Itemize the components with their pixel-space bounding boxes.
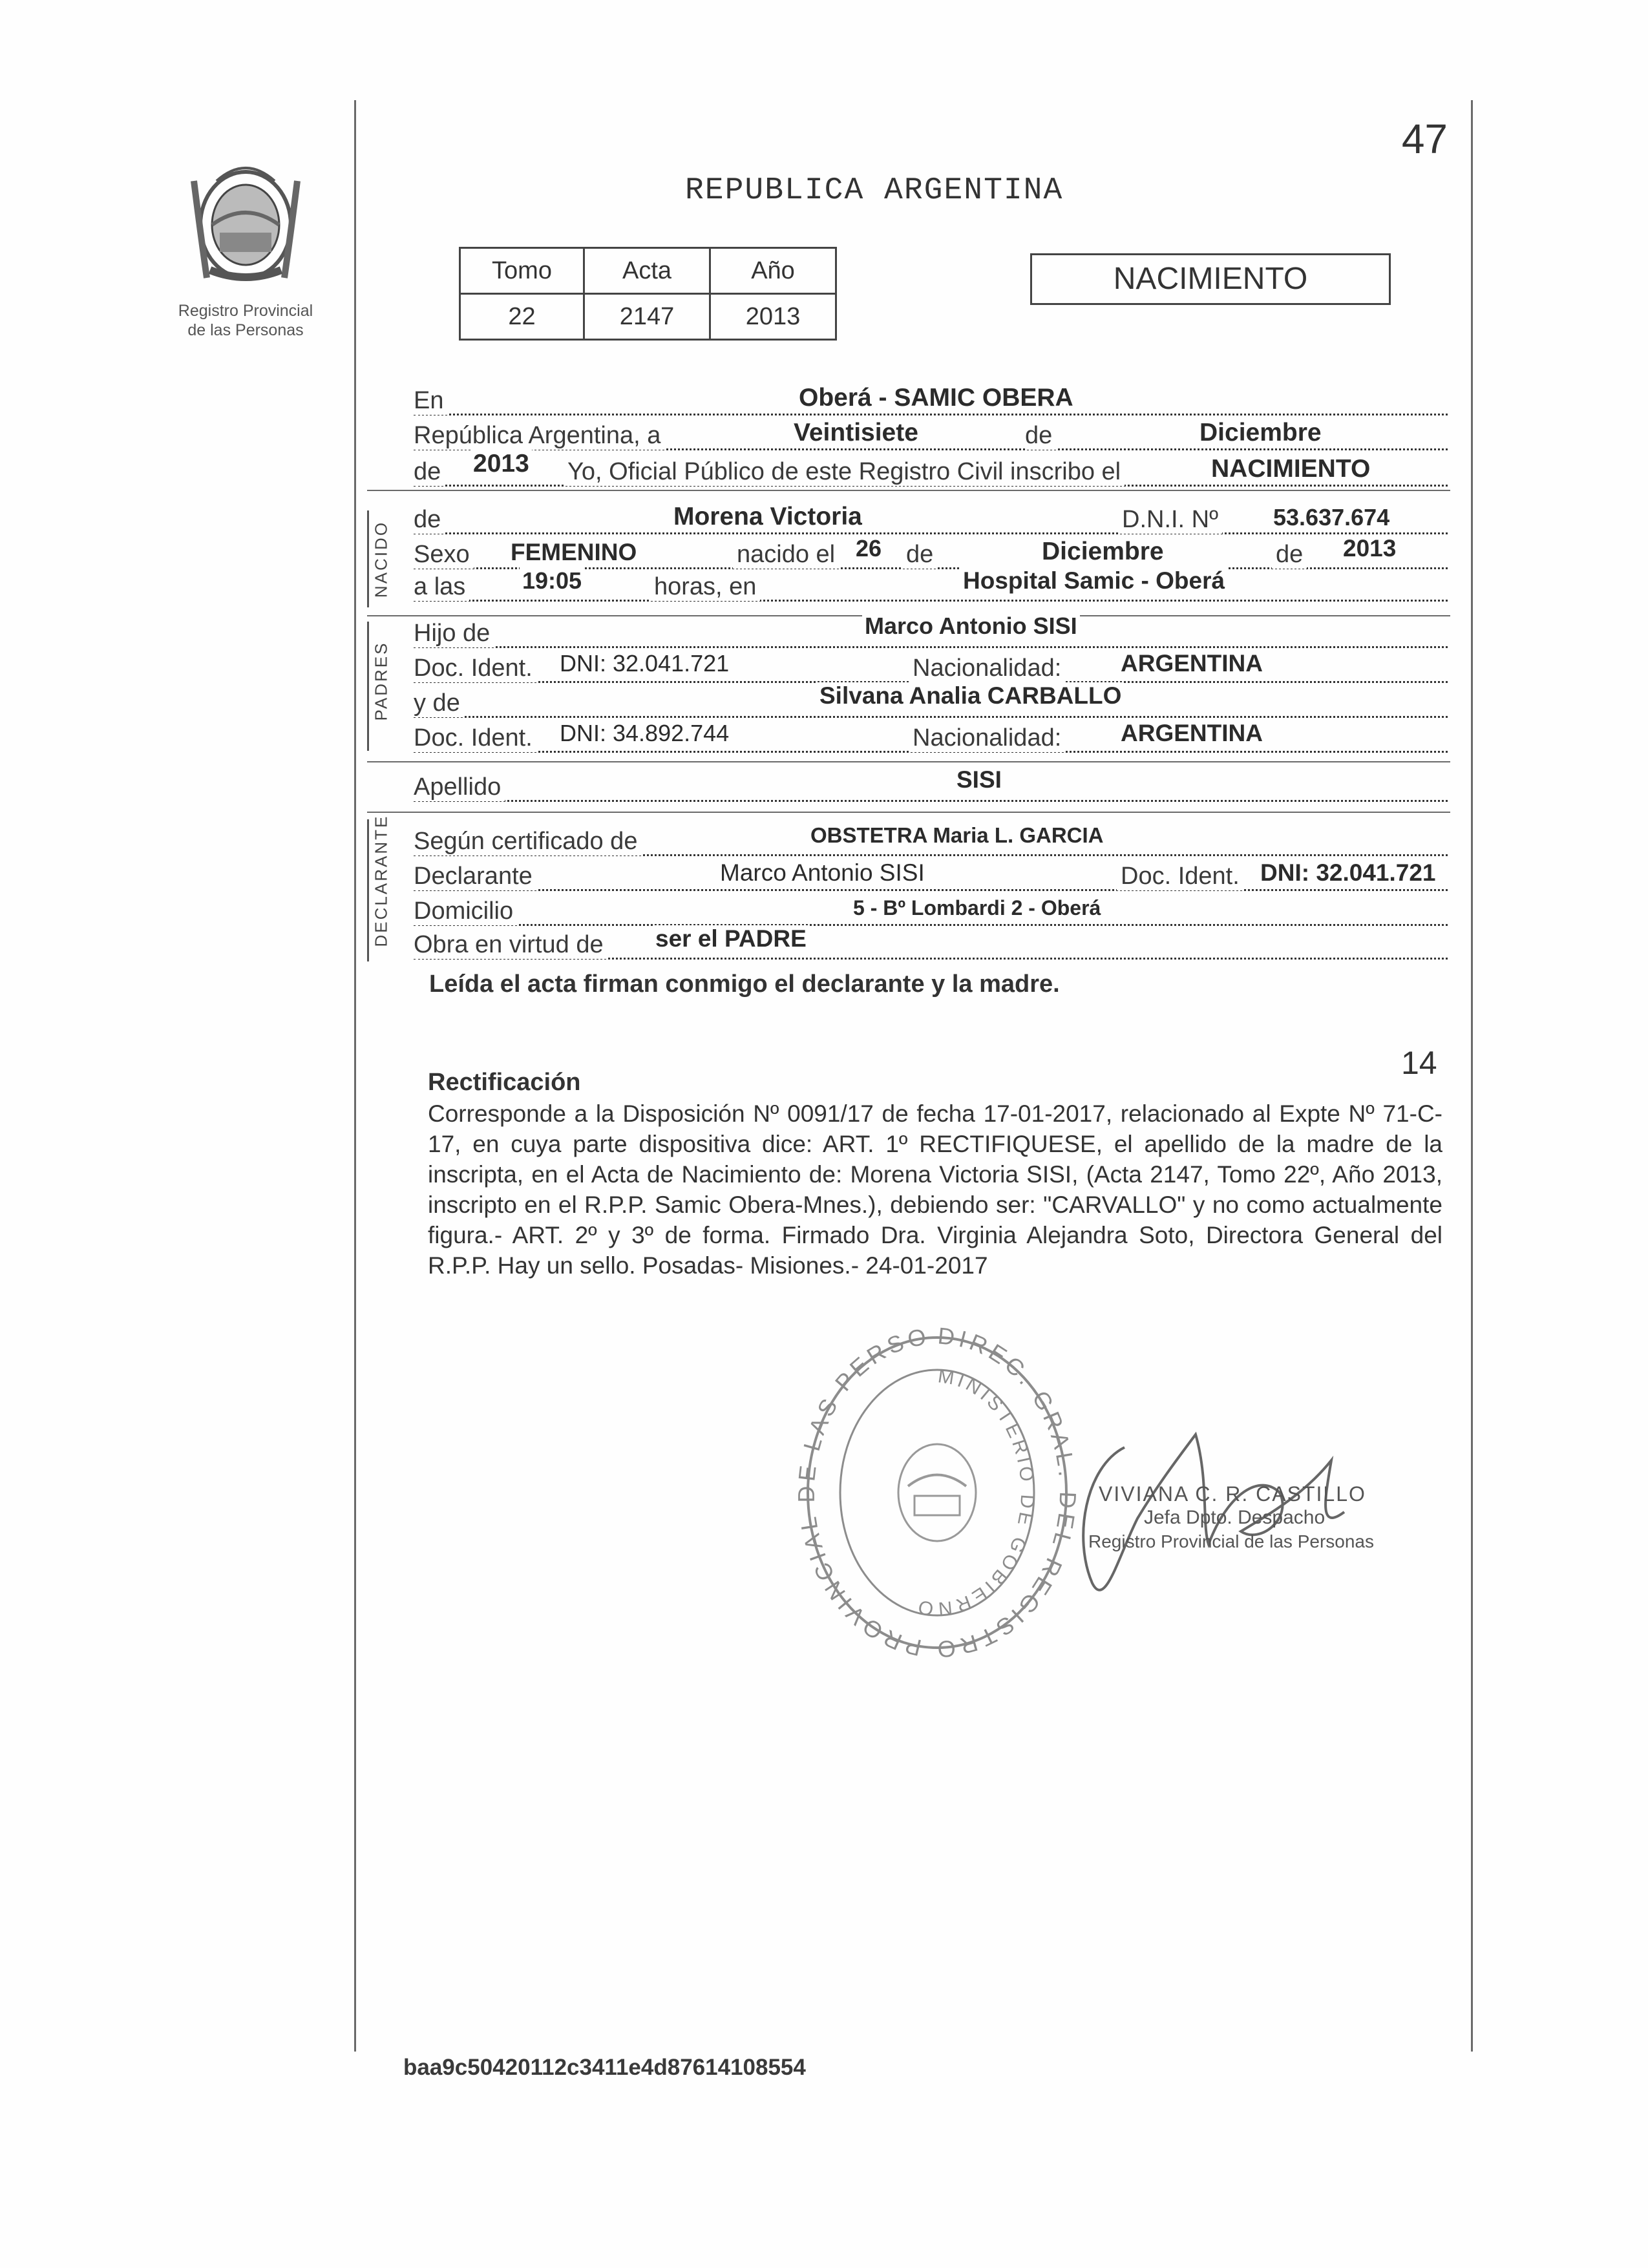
crest-caption [155,301,336,340]
declarante-row-1 [414,823,1448,856]
tomo-value: 22 [460,294,584,340]
father-doc-label: Doc. Ident. [414,655,536,682]
rectificacion-body: Corresponde a la Disposición Nº 0091/17 de fecha 17-01-2017, relacionado al Expte Nº 71-C-17, en cuya parte dispositiva dice: ART. 1º RECTIFIQUESE, el apellido de la madre de la inscripta, en el Acta de Nacimiento de: Morena Victoria SISI, (Acta 2147, Tomo 22º, Año 2013, inscripto en el R.P.P. Samic Obera-Mnes.), debiendo ser: "CARVALLO" y no como actualmente figura.- ART. 2º y 3º de forma. Firmado Dra. Virginia Alejandra Soto, Directora General del R.P.P. Hay un sello. Posadas- Misiones.- 24-01-2017 [428,1100,1442,1279]
mother-nationality: ARGENTINA [1118,720,1265,747]
child-sex: FEMENINO [508,539,639,566]
apellido-label: Apellido [414,773,505,801]
birth-place: Hospital Samic - Oberá [960,567,1227,594]
nacido-row-2 [414,535,1448,569]
signing-statement: Leída el acta firman conmigo el declarante y la madre. [429,971,1060,998]
child-dni: 53.637.674 [1271,504,1392,531]
certificado-label: Según certificado de [414,828,641,856]
registration-month: Diciembre [1197,419,1324,447]
page-number: 47 [1401,116,1448,162]
declarante-row-4 [414,925,1448,960]
registration-day: Veintisiete [791,419,921,447]
nacido-bracket [367,510,369,607]
mother-doc: DNI: 34.892.744 [557,720,732,747]
apellido-value: SISI [954,766,1004,793]
crest-caption-line2: de las Personas [187,321,304,339]
mother-name: Silvana Analia CARBALLO [817,682,1124,709]
secondary-number: 14 [1401,1045,1437,1081]
de-label-2: de [414,458,445,486]
declarante-label: Declarante [414,863,536,890]
domicilio-label: Domicilio [414,898,517,925]
father-doc: DNI: 32.041.721 [557,650,732,677]
a-las-label: a las [414,573,469,601]
birth-month: Diciembre [1039,538,1167,566]
official-text: Yo, Oficial Público de este Registro Civil inscribo el [564,458,1125,486]
horas-label: horas, en [650,573,760,601]
declarante-doc-label: Doc. Ident. [1117,863,1243,890]
document-title: REPUBLICA ARGENTINA [685,173,1064,208]
acta-value: 2147 [584,294,710,340]
father-nationality-label: Nacionalidad: [909,655,1065,682]
signer-name: VIVIANA C. R. CASTILLO [1099,1482,1366,1506]
birth-de-label-2: de [1272,541,1307,569]
document-hash: baa9c50420112c3411e4d87614108554 [403,2055,806,2080]
left-margin-rule [354,100,356,2052]
inscribed-type: NACIMIENTO [1209,455,1373,483]
intro-row-2 [414,420,1448,450]
declarante-row-3 [414,896,1448,926]
declarante-row-2 [414,861,1448,891]
official-seal [788,1318,1086,1667]
nacido-de-label: de [414,506,445,534]
anio-header: Año [710,248,836,294]
hijo-de-label: Hijo de [414,620,494,647]
mother-doc-label: Doc. Ident. [414,724,536,752]
nacido-row-1 [414,504,1448,534]
padres-section-label: PADRES [371,641,391,721]
sexo-label: Sexo [414,541,474,569]
mother-nationality-label: Nacionalidad: [909,724,1065,752]
y-de-label: y de [414,689,464,717]
misiones-crest [181,155,310,291]
birth-day: 26 [853,535,884,562]
declarante-doc: DNI: 32.041.721 [1258,859,1439,887]
right-margin-rule [1471,100,1473,2052]
padres-separator [367,761,1450,762]
intro-row-1 [414,385,1448,415]
tomo-header: Tomo [460,248,584,294]
apellido-row [414,766,1448,802]
nacido-row-3 [414,567,1448,602]
certificate-issuer: OBSTETRA Maria L. GARCIA [808,823,1106,848]
obra-value: ser el PADRE [653,925,809,952]
padres-row-1 [414,613,1448,648]
apellido-separator [367,812,1450,813]
registration-year: 2013 [470,450,532,478]
birth-de-label: de [902,541,937,569]
child-name: Morena Victoria [671,503,865,531]
signer-organization: Registro Provincial de las Personas [1088,1531,1374,1551]
anio-value: 2013 [710,294,836,340]
obra-label: Obra en virtud de [414,931,607,959]
acta-header: Acta [584,248,710,294]
registration-place: Oberá - SAMIC OBERA [796,384,1076,412]
declarante-section-label: DECLARANTE [371,814,391,947]
seal-inner-text: MINISTERIO DE GOBIERNO [913,1365,1039,1620]
declarante-name: Marco Antonio SISI [717,859,927,887]
padres-row-3 [414,682,1448,718]
dni-label: D.N.I. Nº [1118,506,1222,534]
intro-separator [367,490,1450,491]
father-nationality: ARGENTINA [1118,650,1265,677]
nacido-el-label: nacido el [733,541,839,569]
padres-bracket [367,622,369,751]
birth-time: 19:05 [520,567,584,594]
seal-outer-text: DIREC. GRAL. DEL REGISTRO PROVINCIAL DE LAS PERSO [792,1322,1082,1663]
declarante-bracket [367,819,369,961]
domicilio-value: 5 - Bº Lombardi 2 - Oberá [850,896,1103,920]
padres-row-2 [414,650,1448,683]
record-reference-table [459,247,837,341]
republica-label: República Argentina, a [414,422,664,450]
de-label: de [1025,422,1056,450]
nacido-section-label: NACIDO [371,520,391,598]
intro-row-3 [414,450,1448,487]
father-name: Marco Antonio SISI [862,613,1080,640]
rectificacion-title: Rectificación [428,1069,581,1096]
padres-row-4 [414,722,1448,753]
birth-year: 2013 [1340,535,1399,562]
crest-caption-line1: Registro Provincial [178,302,313,320]
en-label: En [414,387,447,415]
signer-role: Jefa Dpto. Despacho [1144,1507,1326,1528]
record-type-box: NACIMIENTO [1030,253,1391,305]
